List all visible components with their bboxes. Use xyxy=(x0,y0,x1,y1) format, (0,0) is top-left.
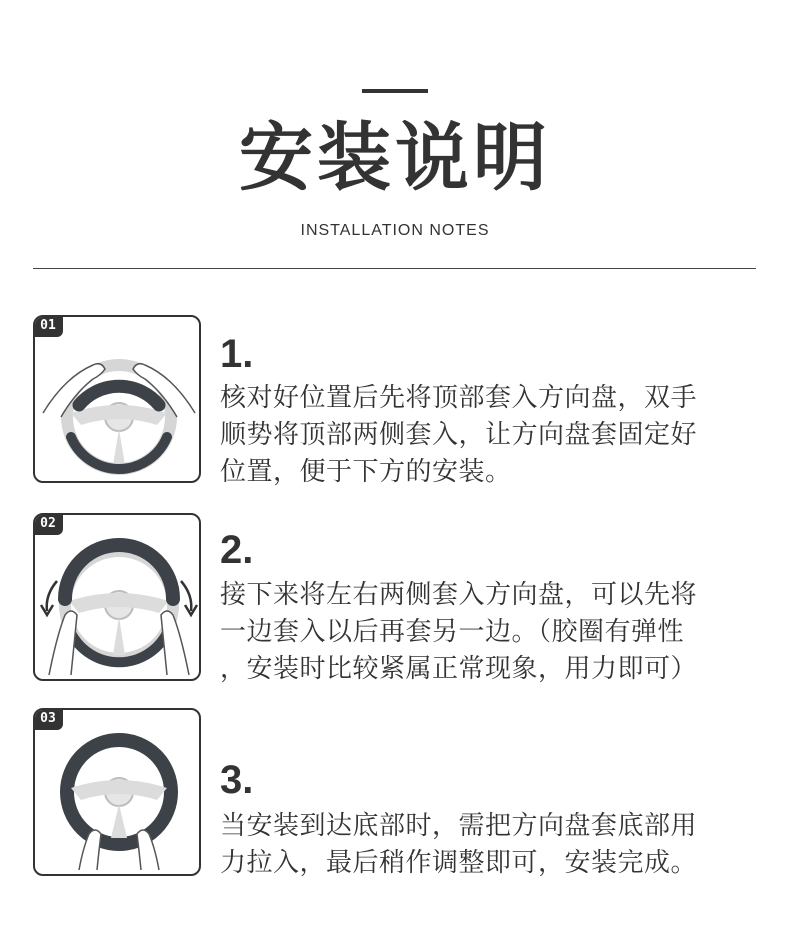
step-description xyxy=(220,577,760,688)
step-text-line: 顺势将顶部两侧套入，让方向盘套固定好 xyxy=(220,420,698,450)
title-accent-dash xyxy=(362,89,428,93)
step-text-line: 位置，便于下方的安装。 xyxy=(220,457,512,487)
step-number: 3. xyxy=(220,758,254,802)
step-badge: 01 xyxy=(33,315,63,337)
header-divider xyxy=(33,268,756,269)
step-number: 2. xyxy=(220,528,254,572)
step-text-line: 一边套入以后再套另一边。（胶圈有弹性 xyxy=(220,617,685,647)
step-description xyxy=(220,808,760,882)
page-subtitle: INSTALLATION NOTES xyxy=(300,222,490,239)
hands-fitting-bottom-of-cover-icon xyxy=(35,710,201,876)
step-badge: 03 xyxy=(33,708,63,730)
step-text-line: ，安装时比较紧属正常现象，用力即可） xyxy=(220,654,698,684)
hands-fitting-top-of-cover-icon xyxy=(35,317,201,483)
step-text-line: 核对好位置后先将顶部套入方向盘，双手 xyxy=(220,383,698,413)
step-text-line: 当安装到达底部时，需把方向盘套底部用 xyxy=(220,811,698,841)
step-description xyxy=(220,380,760,491)
step-2-illustration xyxy=(33,513,201,681)
step-1-illustration xyxy=(33,315,201,483)
page-title: 安装说明 xyxy=(239,115,551,201)
step-3-illustration xyxy=(33,708,201,876)
hands-fitting-sides-of-cover-icon xyxy=(35,515,201,681)
step-text-line: 接下来将左右两侧套入方向盘，可以先将 xyxy=(220,580,698,610)
step-number: 1. xyxy=(220,332,254,376)
step-badge: 02 xyxy=(33,513,63,535)
step-text-line: 力拉入，最后稍作调整即可，安装完成。 xyxy=(220,848,698,878)
